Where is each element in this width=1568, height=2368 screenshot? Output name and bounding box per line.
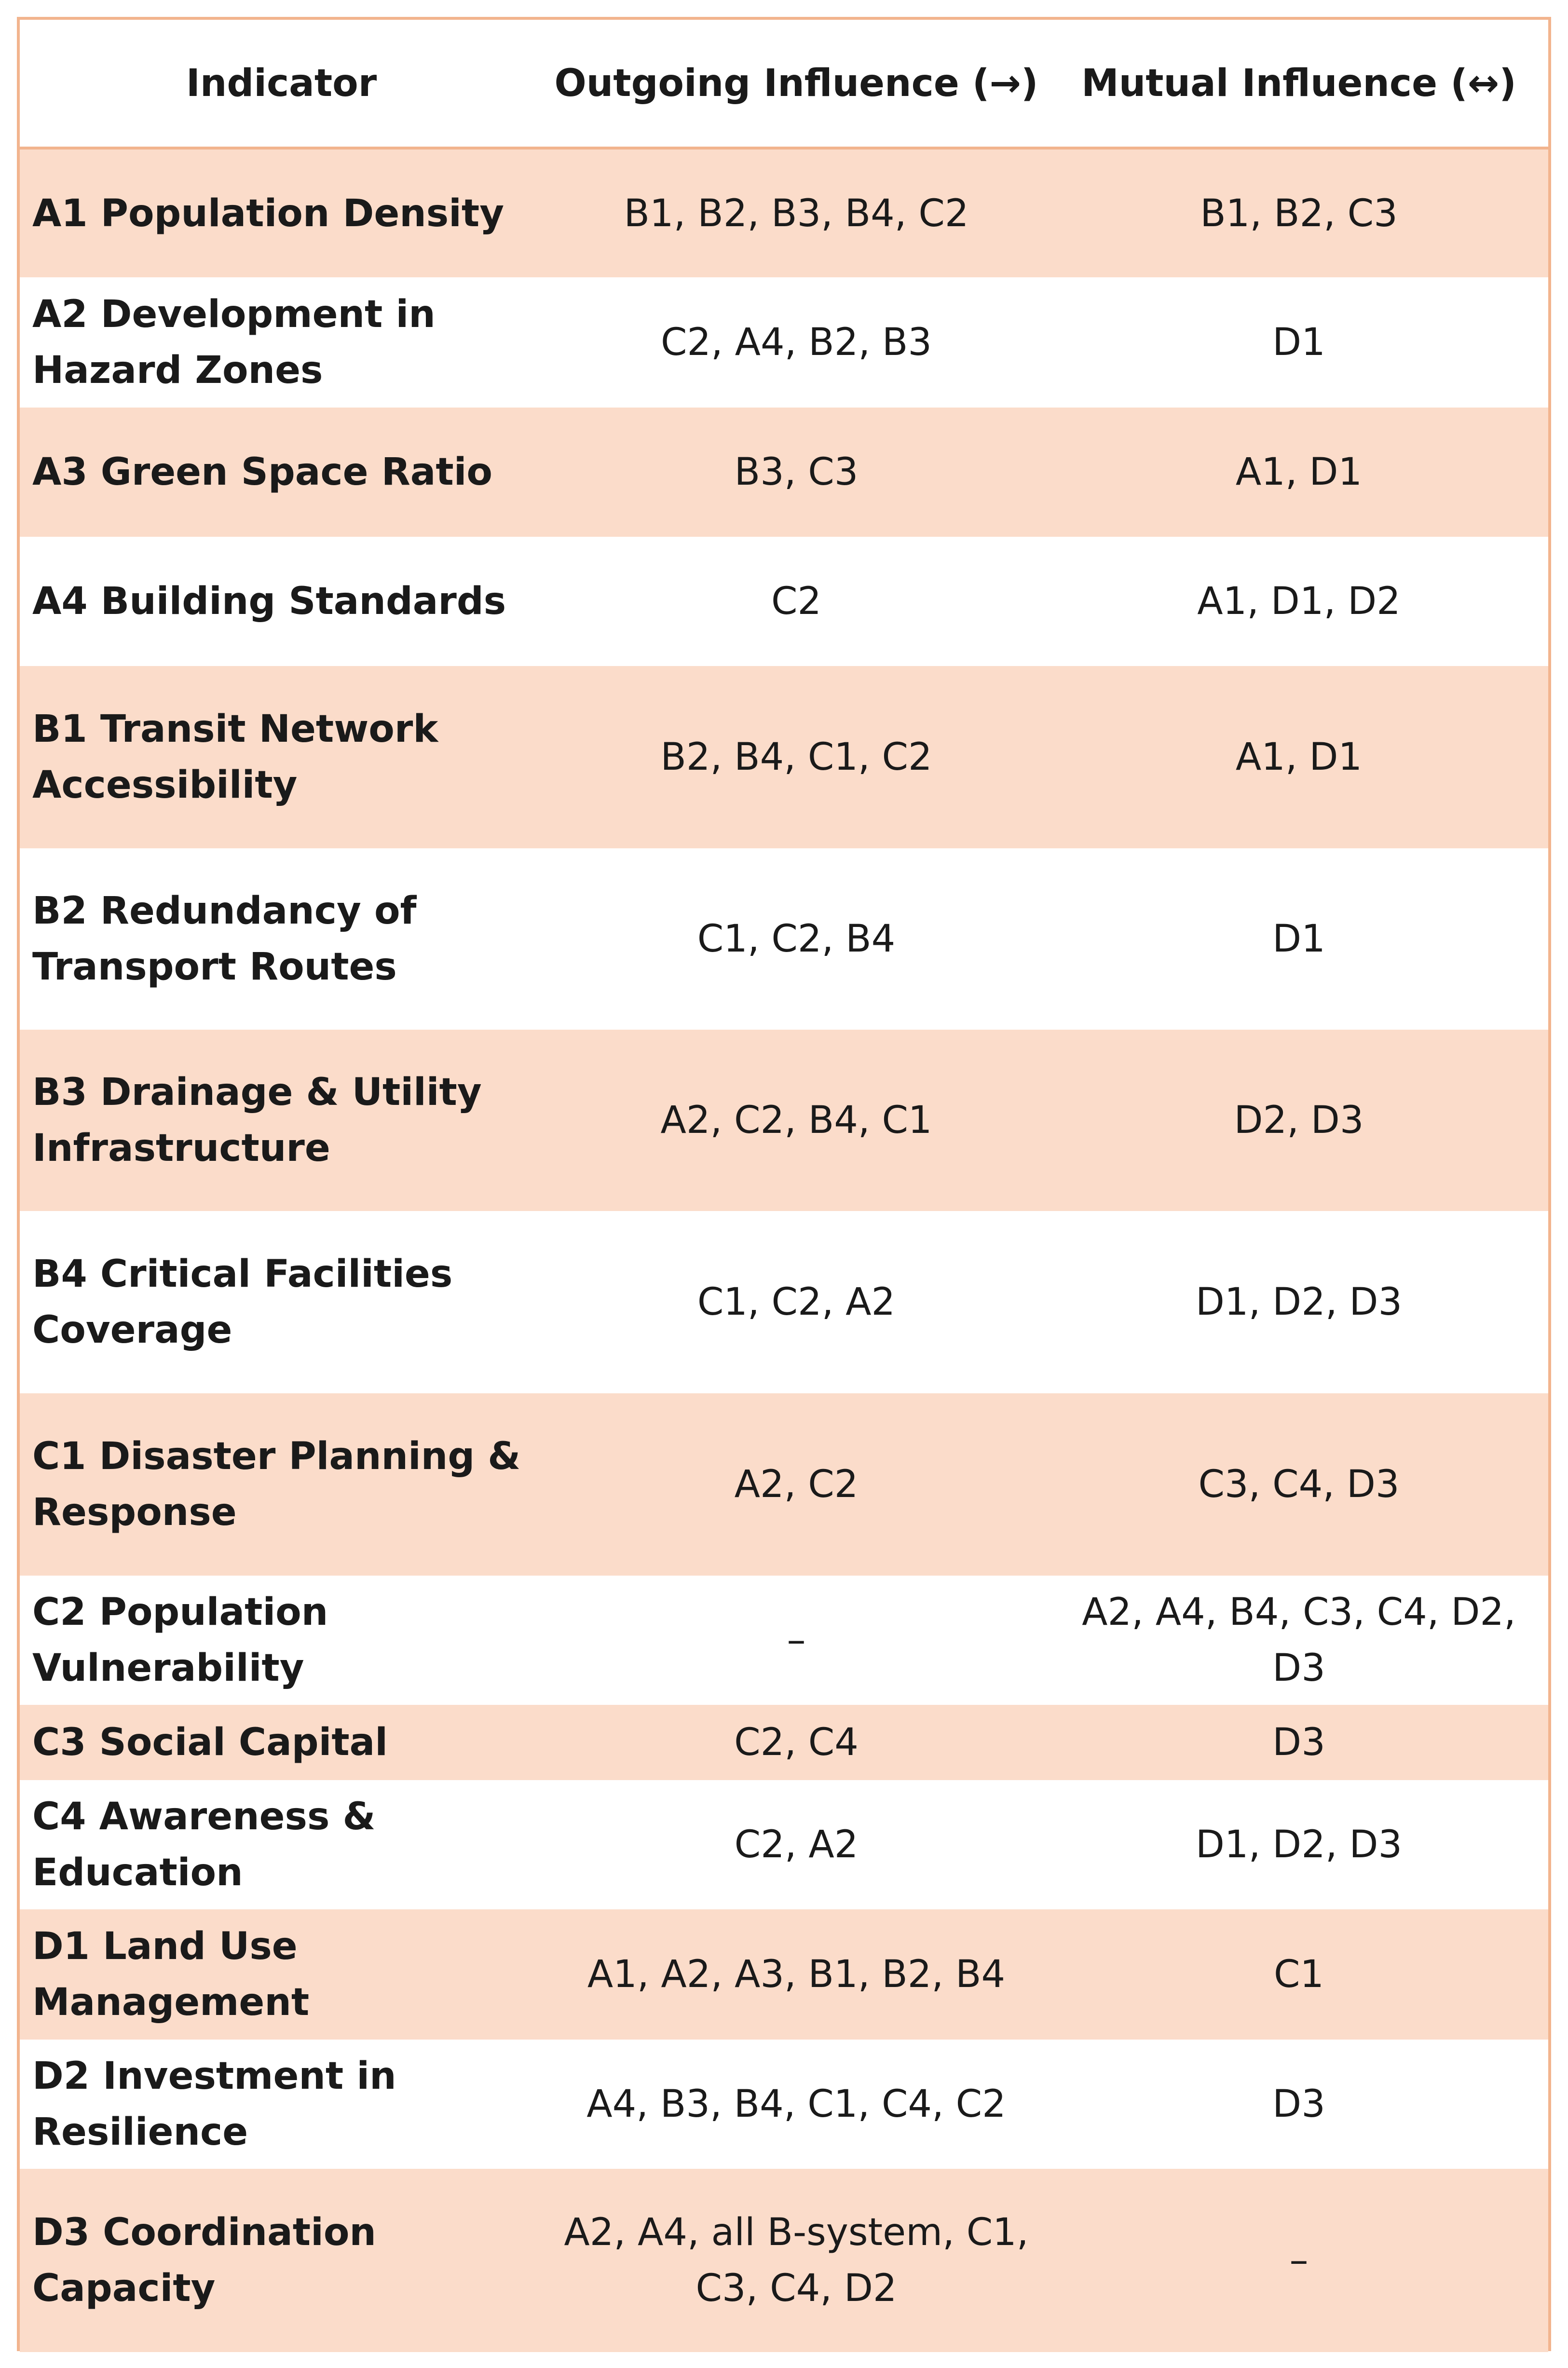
indicator-cell: C4 Awareness & Education — [32, 1795, 376, 1894]
table-row — [20, 1393, 1548, 1576]
indicator-cell: C2 Population Vulnerability — [32, 1591, 328, 1690]
mutual-cell: D3 — [1272, 1721, 1325, 1764]
mutual-cell: C1 — [1273, 1953, 1324, 1996]
indicator-cell: A1 Population Density — [32, 191, 504, 235]
indicator-cell: D3 Coordination Capacity — [32, 2211, 376, 2310]
outgoing-cell: C1, C2, A2 — [697, 1280, 896, 1324]
table-row — [20, 537, 1548, 666]
outgoing-cell: C2 — [771, 580, 822, 623]
table-header — [20, 20, 1548, 148]
mutual-cell: B1, B2, C3 — [1200, 191, 1398, 235]
indicator-cell: B4 Critical Facilities Coverage — [32, 1252, 453, 1352]
header-indicator: Indicator — [20, 20, 543, 148]
mutual-cell: D1, D2, D3 — [1195, 1280, 1403, 1324]
indicator-cell: D2 Investment in Resilience — [32, 2055, 396, 2154]
table-row — [20, 408, 1548, 537]
table-row — [20, 148, 1548, 277]
table-row — [20, 1576, 1548, 1705]
mutual-cell: A1, D1 — [1235, 735, 1363, 779]
indicator-cell: B3 Drainage & Utility Infrastructure — [32, 1071, 482, 1170]
indicator-cell: B1 Transit Network Accessibility — [32, 708, 438, 807]
mutual-cell: D1 — [1272, 917, 1325, 961]
mutual-cell: A1, D1 — [1235, 450, 1363, 494]
table-row — [20, 1780, 1548, 1909]
outgoing-cell: A1, A2, A3, B1, B2, B4 — [587, 1953, 1006, 1996]
mutual-cell: – — [1289, 2239, 1309, 2282]
outgoing-cell: C2, A4, B2, B3 — [660, 321, 932, 364]
mutual-cell: D1 — [1272, 321, 1325, 364]
table-row — [20, 1705, 1548, 1780]
outgoing-cell: B2, B4, C1, C2 — [660, 735, 932, 779]
table-body — [20, 148, 1548, 2352]
mutual-cell: D1, D2, D3 — [1195, 1823, 1403, 1866]
outgoing-cell: A4, B3, B4, C1, C4, C2 — [586, 2082, 1006, 2126]
table-row — [20, 1030, 1548, 1211]
outgoing-cell: B1, B2, B3, B4, C2 — [624, 191, 969, 235]
mutual-cell: A1, D1, D2 — [1197, 580, 1401, 623]
mutual-cell: D2, D3 — [1234, 1099, 1364, 1142]
table-row — [20, 1211, 1548, 1393]
mutual-cell: C3, C4, D3 — [1198, 1463, 1400, 1506]
table-row — [20, 2169, 1548, 2352]
indicator-cell: C1 Disaster Planning & Response — [32, 1435, 521, 1534]
table-row — [20, 1909, 1548, 2040]
indicator-cell: A2 Development in Hazard Zones — [32, 293, 436, 392]
outgoing-cell: C2, A2 — [734, 1823, 859, 1866]
table-row — [20, 848, 1548, 1030]
mutual-cell: D3 — [1272, 2082, 1325, 2126]
outgoing-cell: C2, C4 — [734, 1721, 859, 1764]
table-row — [20, 2040, 1548, 2169]
outgoing-cell: A2, A4, all B-system, C1, C3, C4, D2 — [564, 2211, 1029, 2310]
outgoing-cell: A2, C2, B4, C1 — [660, 1099, 932, 1142]
header-outgoing-influence: Outgoing Influence (→) — [543, 20, 1050, 148]
indicator-cell: B2 Redundancy of Transport Routes — [32, 889, 417, 989]
indicator-cell: C3 Social Capital — [32, 1721, 388, 1764]
outgoing-cell: B3, C3 — [734, 450, 859, 494]
mutual-cell: A2, A4, B4, C3, C4, D2, D3 — [1082, 1591, 1516, 1690]
outgoing-cell: – — [787, 1619, 806, 1662]
header-row — [20, 20, 1548, 148]
header-mutual-influence: Mutual Influence (↔) — [1050, 20, 1548, 148]
table-row — [20, 666, 1548, 848]
indicator-cell: D1 Land Use Management — [32, 1925, 310, 2024]
indicator-cell: A4 Building Standards — [32, 580, 506, 623]
outgoing-cell: C1, C2, B4 — [697, 917, 896, 961]
table-row — [20, 277, 1548, 408]
influence-table-frame — [17, 17, 1551, 2351]
outgoing-cell: A2, C2 — [734, 1463, 859, 1506]
indicator-cell: A3 Green Space Ratio — [32, 450, 493, 494]
influence-table — [20, 20, 1548, 2352]
